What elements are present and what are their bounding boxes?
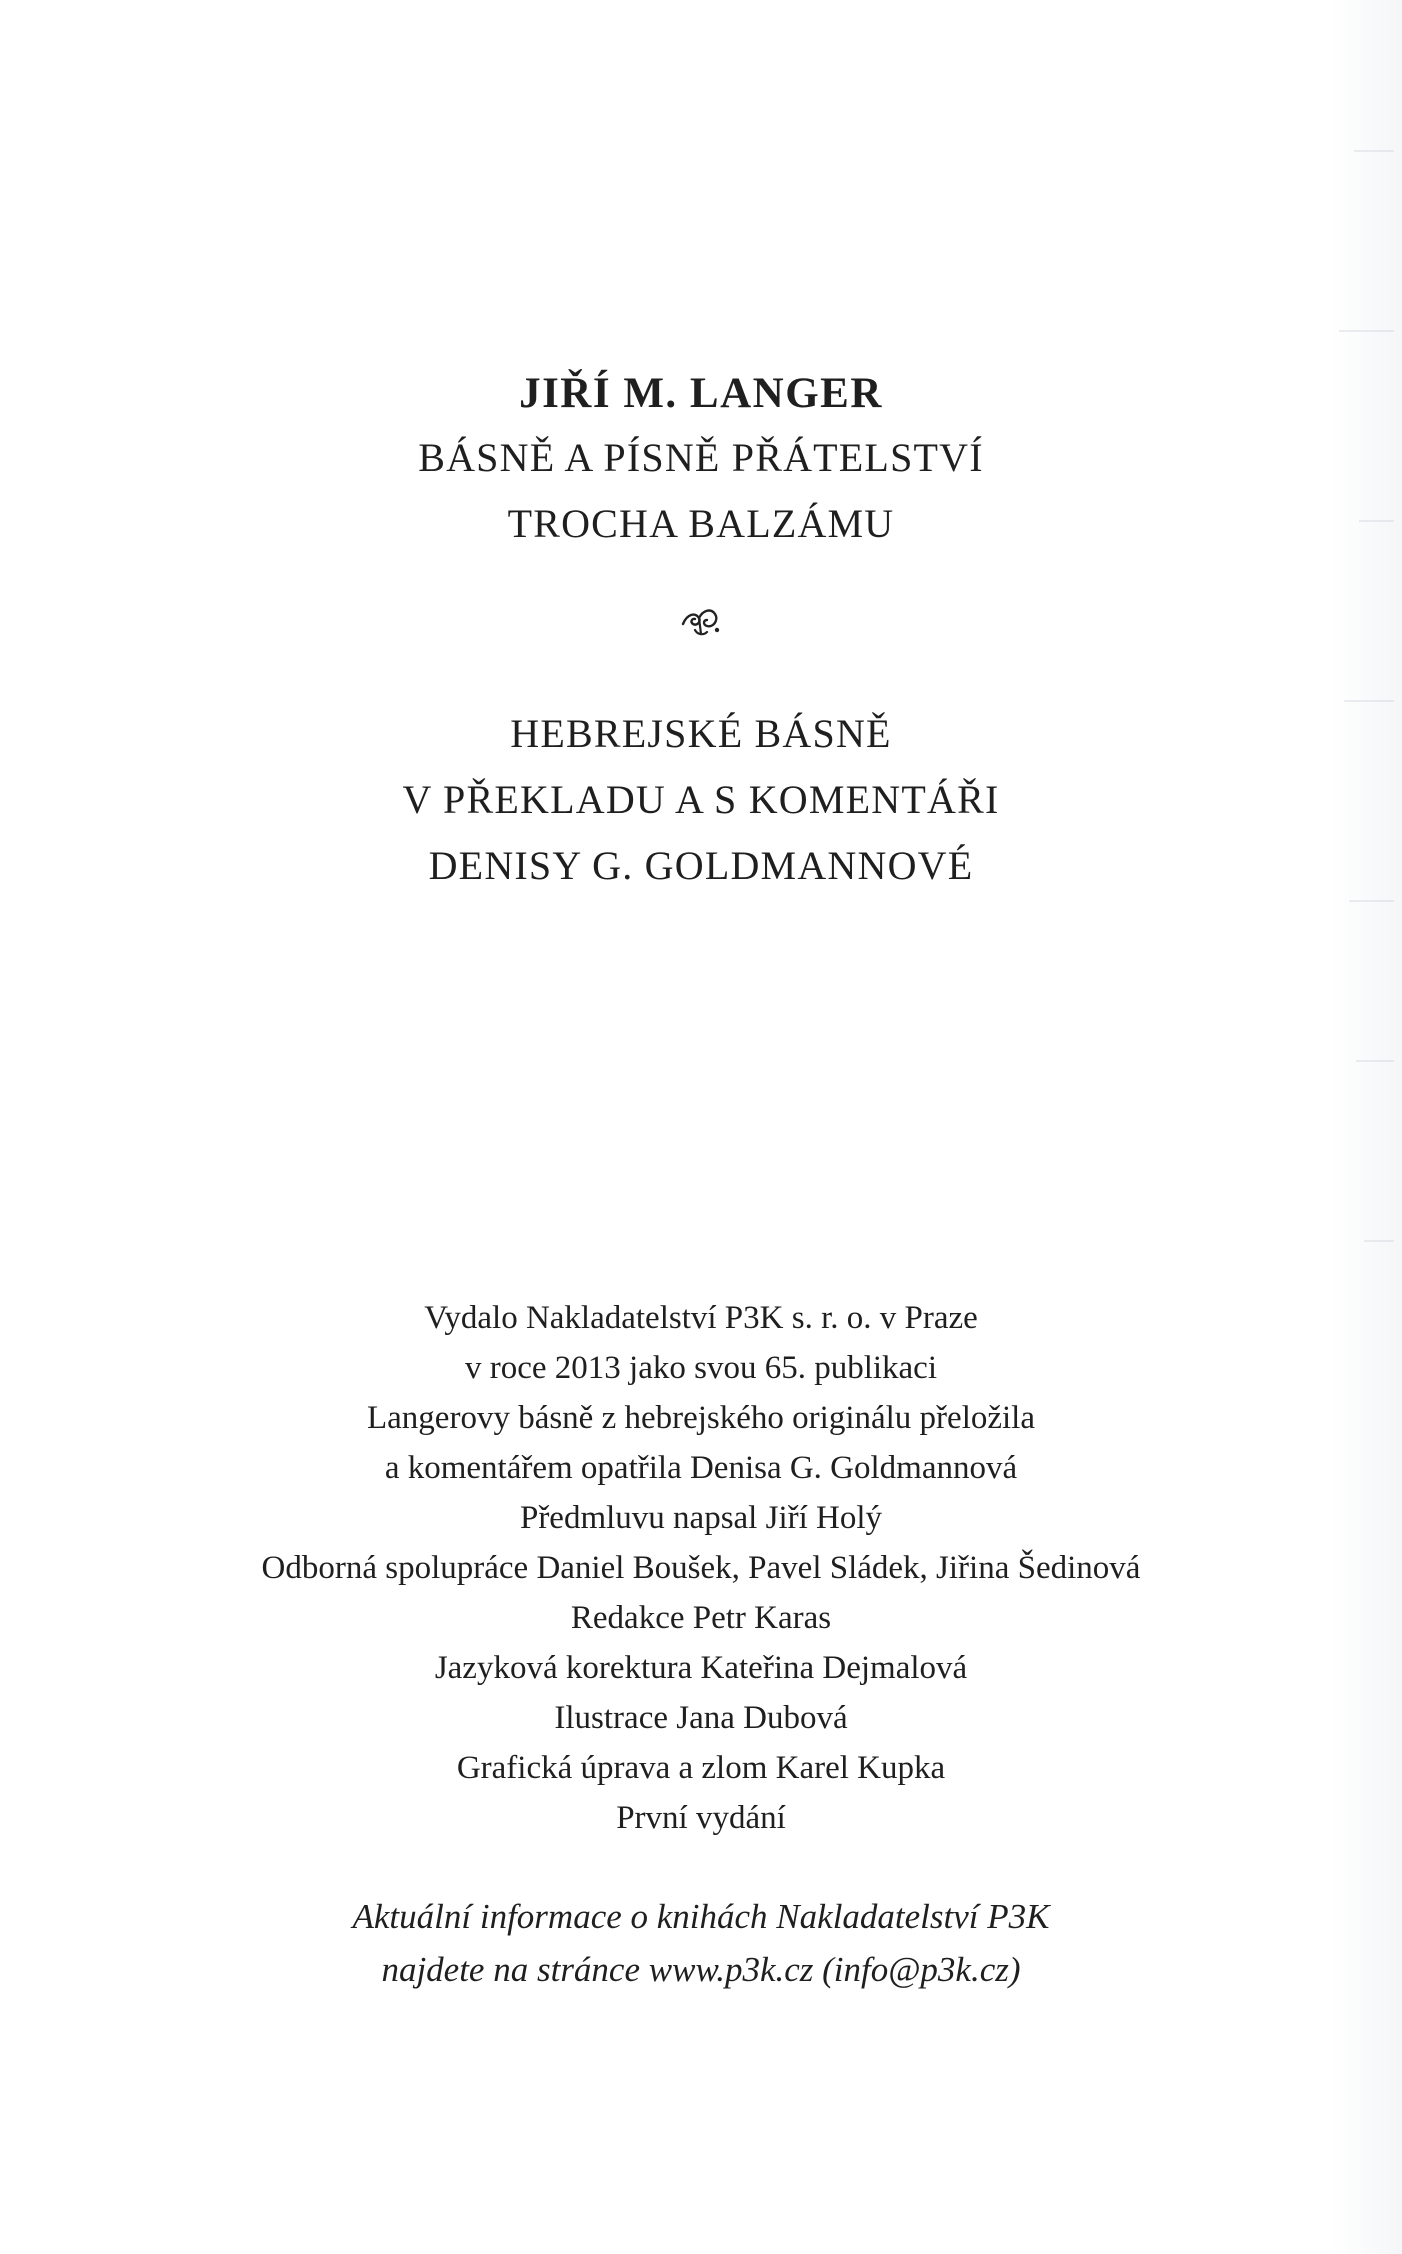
colophon-line: v roce 2013 jako svou 65. publikaci [465,1350,937,1386]
show-through-mark [1356,1060,1394,1062]
colophon-line: Redakce Petr Karas [570,1600,832,1636]
subtitle-block [0,706,1402,904]
colophon-line: Odborná spolupráce Daniel Boušek, Pavel Sládek, Jiřina Šedinová [261,1550,1141,1586]
fleuron-icon [0,604,1402,647]
title-block [0,372,1402,562]
subtitle-line: V PŘEKLADU A S KOMENTÁŘI [402,777,1000,822]
colophon-line: Vydalo Nakladatelství P3K s. r. o. v Praze [424,1300,978,1336]
book-title-line: TROCHA BALZÁMU [507,501,895,546]
colophon-line: Předmluvu napsal Jiří Holý [519,1500,883,1536]
colophon-line: a komentářem opatřila Denisa G. Goldmannová [384,1450,1018,1486]
show-through-mark [1344,700,1394,702]
colophon [0,1293,1402,1843]
fleuron-icon-graphic [679,604,723,640]
publisher-info-note [0,1890,1402,1996]
colophon-line: Grafická úprava a zlom Karel Kupka [456,1750,946,1786]
publisher-info-line: najdete na stránce www.p3k.cz (info@p3k.cz) [381,1950,1021,1989]
colophon-line: Langerovy básně z hebrejského originálu přeložila [367,1400,1035,1436]
show-through-mark [1339,330,1394,332]
author-name: JIŘÍ M. LANGER [519,370,883,417]
colophon-line: Jazyková korektura Kateřina Dejmalová [434,1650,968,1686]
show-through-mark [1364,1240,1394,1242]
colophon-line: Ilustrace Jana Dubová [554,1700,848,1736]
book-title-line: BÁSNĚ A PÍSNĚ PŘÁTELSTVÍ [418,435,984,480]
show-through-mark [1354,150,1394,152]
subtitle-line: HEBREJSKÉ BÁSNĚ [510,711,892,756]
publisher-info-line: Aktuální informace o knihách Nakladatelství P3K [352,1897,1050,1936]
colophon-line: První vydání [616,1800,786,1836]
subtitle-line: DENISY G. GOLDMANNOVÉ [428,843,974,888]
